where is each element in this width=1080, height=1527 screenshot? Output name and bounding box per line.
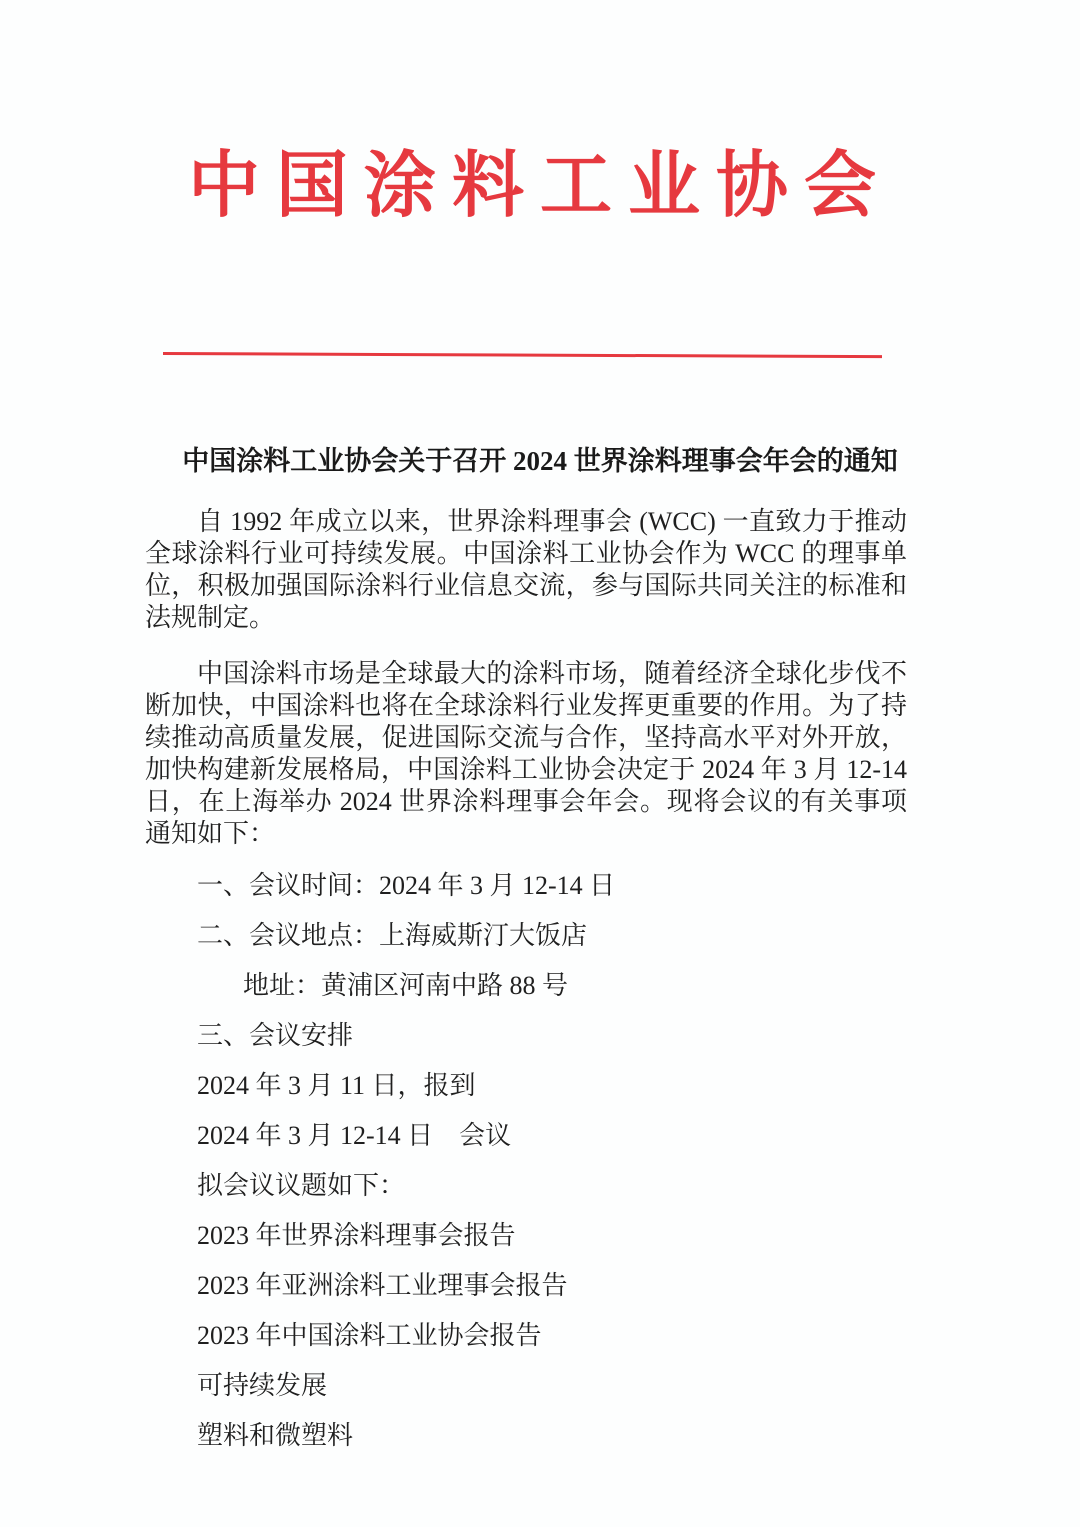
notice-line-topic-cncia-report: 2023 年中国涂料工业协会报告 [197, 1321, 542, 1350]
notice-line-checkin-date: 2024 年 3 月 11 日，报到 [197, 1071, 476, 1100]
notice-line-address: 地址：黄浦区河南中路 88 号 [243, 971, 569, 1000]
notice-line-topic-wcc-report: 2023 年世界涂料理事会报告 [197, 1221, 516, 1250]
notice-lines [145, 870, 907, 1452]
notice-line-meeting-venue: 二、会议地点：上海威斯汀大饭店 [197, 921, 588, 950]
notice-title: 中国涂料工业协会关于召开 2024 世界涂料理事会年会的通知 [182, 446, 898, 476]
notice-line-agenda-heading: 三、会议安排 [197, 1021, 354, 1050]
notice-line-topic-microplastics: 塑料和微塑料 [197, 1421, 354, 1450]
notice-paragraph: 自 1992 年成立以来，世界涂料理事会 (WCC) 一直致力于推动全球涂料行业可持续发展。中国涂料工业协会作为 WCC 的理事单位，积极加强国际涂料行业信息交流，参与国际共同关注的标准和法规制定。 [145, 507, 907, 632]
notice-paragraph: 中国涂料市场是全球最大的涂料市场，随着经济全球化步伐不断加快，中国涂料也将在全球涂料行业发挥更重要的作用。为了持续推动高质量发展，促进国际交流与合作，坚持高水平对外开放，加快构建新发展格局，中国涂料工业协会决定于 2024 年 3 月 12-14 日，在上海举办 2024 世界涂料理事会年会。现将会议的有关事项通知如下： [145, 659, 907, 848]
notice-line-topic-sustainability: 可持续发展 [197, 1371, 328, 1400]
notice-line-topics-intro: 拟会议议题如下： [197, 1171, 406, 1200]
notice-line-topic-apic-report: 2023 年亚洲涂料工业理事会报告 [197, 1271, 568, 1300]
notice-body [145, 506, 907, 1452]
letterhead-divider-line [163, 352, 882, 358]
notice-line-meeting-dates: 2024 年 3 月 12-14 日 会议 [197, 1121, 512, 1150]
letterhead-title: 中国涂料工业协会 [187, 146, 892, 226]
notice-line-meeting-time: 一、会议时间：2024 年 3 月 12-14 日 [197, 871, 616, 900]
